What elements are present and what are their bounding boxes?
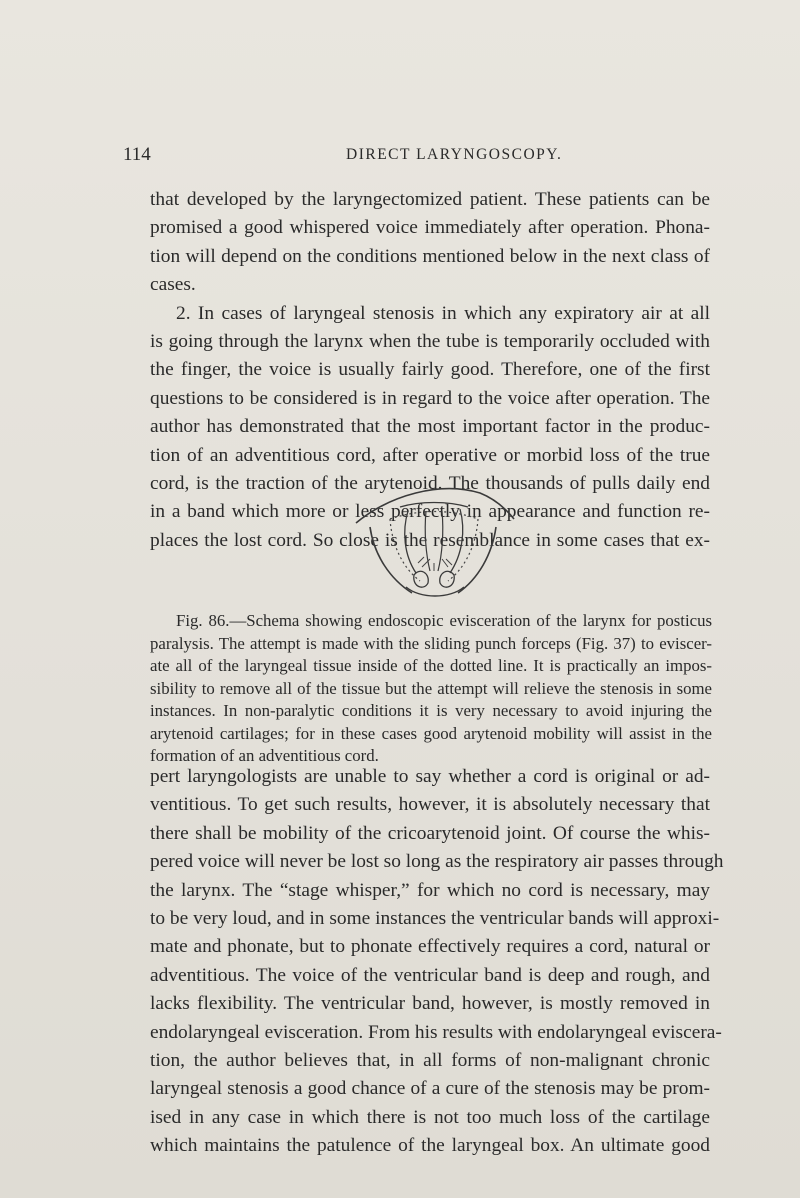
caption-line: sibility to remove all of the tissue but the attempt will relieve the stenosis in some [150,678,712,698]
text-line: endolaryngeal evisceration. From his results with endolaryngeal eviscera- [150,1021,722,1043]
text-line: places the lost cord. So close is the resemblance in some cases that ex- [150,529,710,551]
text-line: author has demonstrated that the most important factor in the produc- [150,416,710,438]
text-line: in a band which more or less perfectly in appearance and function re- [150,501,710,523]
text-line: pered voice will never be lost so long as the respiratory air passes through [150,851,724,873]
text-line: there shall be mobility of the cricoarytenoid joint. Of course the whis- [150,822,710,844]
text-line: is going through the larynx when the tube is temporarily occluded with [150,331,710,353]
caption-line: Fig. 86.—Schema showing endoscopic evisceration of the larynx for posticus [176,611,712,630]
text-line: 2. In cases of laryngeal stenosis in which any expiratory air at all [176,302,710,324]
text-line: to be very loud, and in some instances the ventricular bands will approxi- [150,908,720,930]
text-line: the finger, the voice is usually fairly good. Therefore, one of the first [150,359,710,381]
text-line: lacks flexibility. The ventricular band, however, is mostly removed in [150,993,710,1015]
text-block-bottom [150,763,724,1161]
page-header [118,142,740,172]
caption-line: arytenoid cartilages; for in these cases good arytenoid mobility will assist in the [150,723,712,743]
text-line: laryngeal stenosis a good chance of a cure of the stenosis may be prom- [150,1078,710,1100]
text-line: questions to be considered is in regard to the voice after operation. The [150,387,710,409]
text-line: which maintains the patulence of the laryngeal box. An ultimate good [150,1135,710,1157]
paragraph-bottom [150,763,724,1161]
text-line: ventitious. To get such results, however, it is absolutely necessary that [150,794,710,816]
inner-wall-left [405,511,416,573]
text-line: ised in any case in which there is not too much loss of the cartilage [150,1106,710,1128]
text-line: tion of an adventitious cord, after operative or morbid loss of the true [150,444,710,466]
inner-wall-right [450,509,463,573]
text-line: mate and phonate, but to phonate effectively requires a cord, natural or [150,936,710,958]
arytenoid-left [414,571,428,587]
text-line: cord, is the traction of the arytenoid. The thousands of pulls daily end [150,473,710,495]
text-line: that developed by the laryngectomized patient. These patients can be [150,189,710,210]
caption-line: ate all of the laryngeal tissue inside of the dotted line. It is practically an impos- [150,656,712,675]
page-number: 114 [123,144,151,165]
running-title: DIRECT LARYNGOSCOPY. [346,146,563,163]
cricoid-band [406,587,464,596]
text-line: tion, the author believes that, in all forms of non-malignant chronic [150,1050,710,1072]
text-line: the larynx. The “stage whisper,” for which no cord is necessary, may [150,879,710,901]
text-line: promised a good whispered voice immediately after operation. Phona- [150,217,710,239]
caption-line: formation of an adventitious cord. [150,746,379,765]
inner-arch [400,503,468,508]
text-line: tion will depend on the conditions mentioned below in the next class of [150,245,710,267]
caption-line: instances. In non-paralytic conditions it is very necessary to avoid injuring the [150,701,712,720]
thyroid-outline [356,489,514,523]
outer-wall-right [458,527,496,593]
text-line: adventitious. The voice of the ventricular band is deep and rough, and [150,964,710,986]
hatch-marks [418,557,452,571]
outer-wall-left [370,527,412,593]
larynx-schema-figure [350,475,520,605]
text-line: pert laryngologists are unable to say whether a cord is original or ad- [150,766,710,787]
arytenoid-right [440,571,454,587]
caption-line: paralysis. The attempt is made with the sliding punch forceps (Fig. 37) to eviscer- [150,633,712,653]
text-line: cases. [150,274,196,296]
figure-caption [150,610,712,768]
cord-right [438,511,443,571]
